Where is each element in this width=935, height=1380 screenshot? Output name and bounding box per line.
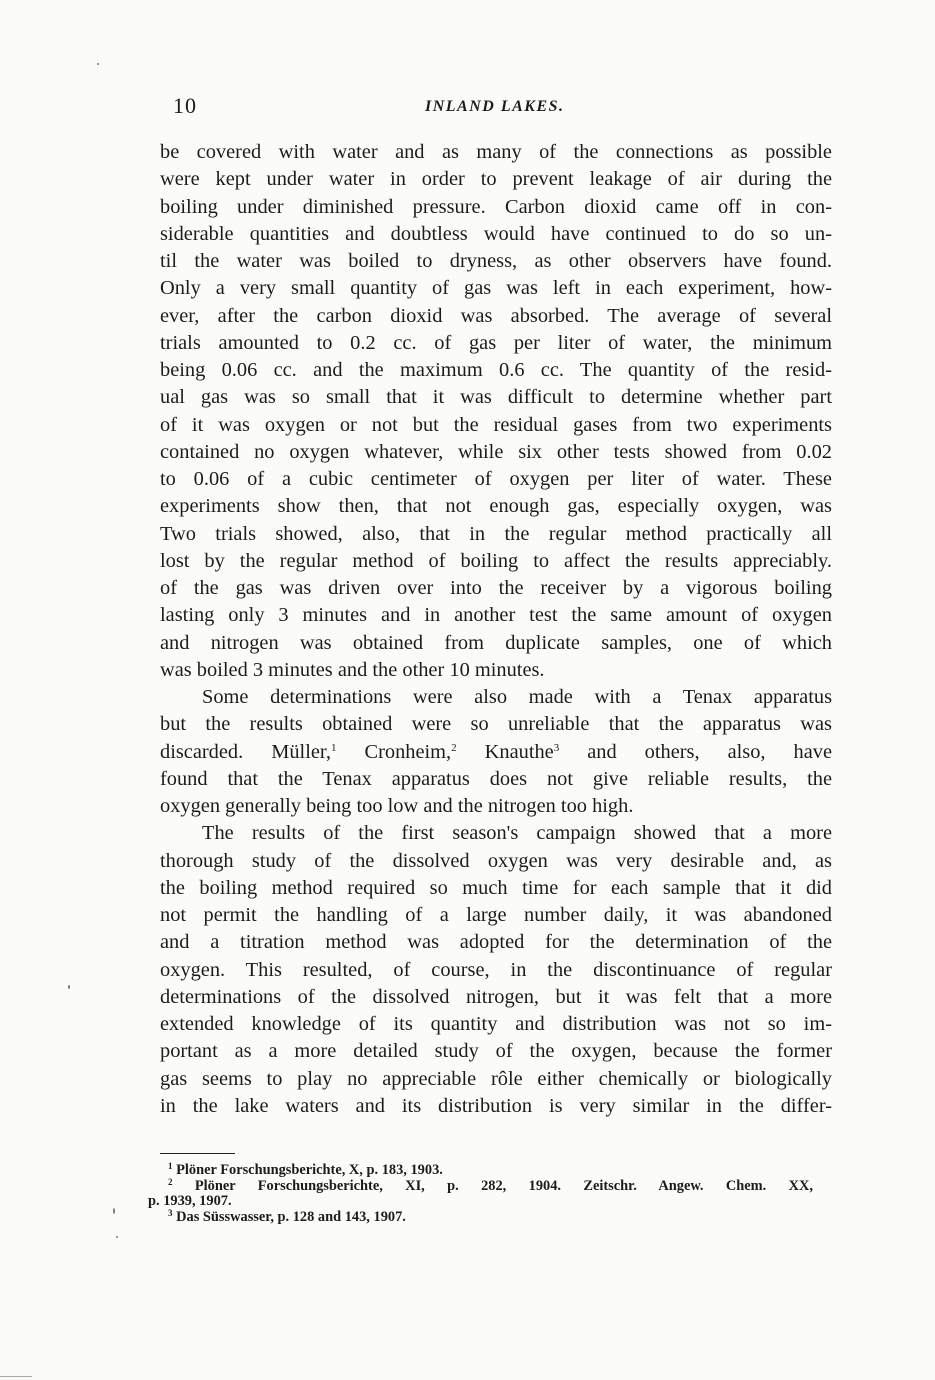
text-line: the boiling method required so much time for each sample that it did — [160, 876, 832, 899]
footnote-marker: 3 — [168, 1207, 173, 1218]
text-line: thorough study of the dissolved oxygen was very desirable and, as — [160, 849, 832, 872]
text-line: Only a very small quantity of gas was left in each experiment, how- — [160, 277, 832, 300]
text-line: gas seems to play no appreciable rôle either chemically or biologically — [160, 1067, 832, 1090]
text-line: ual gas was so small that it was difficult to determine whether part — [160, 386, 832, 409]
text-line: Some determinations were also made with a Tenax apparatus — [202, 686, 832, 708]
text-line: oxygen. This resulted, of course, in the discontinuance of regular — [160, 958, 832, 981]
text-fragment: and others, also, have — [559, 740, 833, 763]
text-line: in the lake waters and its distribution is very similar in the differ- — [160, 1094, 832, 1117]
footnote — [148, 1176, 813, 1195]
text-line: The results of the first season's campaign showed that a more — [202, 822, 832, 845]
text-line: were kept under water in order to prevent leakage of air during the — [160, 168, 832, 191]
text-line: being 0.06 cc. and the maximum 0.6 cc. The quantity of the resid- — [160, 359, 832, 381]
text-line: experiments show then, that not enough gas, especially oxygen, was — [160, 495, 832, 518]
text-line: lasting only 3 minutes and in another test the same amount of oxygen — [160, 604, 832, 627]
footnote-marker: 1 — [168, 1161, 173, 1171]
text-line: extended knowledge of its quantity and distribution was not so im- — [160, 1013, 832, 1035]
text-line: oxygen generally being too low and the nitrogen too high. — [160, 795, 634, 817]
author-name: Müller, — [271, 740, 331, 763]
body-text — [160, 139, 832, 1120]
text-line: but the results obtained were so unreliable that the apparatus was — [160, 713, 832, 736]
footnotes — [148, 1163, 813, 1225]
footnote-ref: 1 — [331, 741, 337, 754]
scan-speck — [68, 985, 70, 989]
footnote-continuation: p. 1939, 1907. — [148, 1193, 232, 1210]
text-line: be covered with water and as many of the connections as possible — [160, 141, 832, 163]
text-line: lost by the regular method of boiling to affect the results appreciably. — [160, 549, 832, 572]
text-line: til the water was boiled to dryness, as other observers have found. — [160, 250, 832, 272]
text-line: portant as a more detailed study of the oxygen, because the former — [160, 1040, 832, 1063]
text-line: contained no oxygen whatever, while six other tests showed from 0.02 — [160, 440, 832, 463]
text-line: Two trials showed, also, that in the regular method practically all — [160, 522, 832, 545]
text-line: was boiled 3 minutes and the other 10 minutes. — [160, 658, 545, 681]
scan-edge-line — [0, 1376, 32, 1377]
footnote-text: Das Süsswasser, p. 128 and 143, 1907. — [176, 1208, 406, 1225]
text-line: to 0.06 of a cubic centimeter of oxygen per liter of water. These — [160, 468, 832, 490]
footnote-ref: 2 — [451, 741, 457, 754]
author-name: Knauthe — [456, 740, 554, 763]
text-line: trials amounted to 0.2 cc. of gas per liter of water, the minimum — [160, 331, 832, 354]
text-line: ever, after the carbon dioxid was absorbed. The average of several — [160, 304, 832, 327]
footnote — [148, 1207, 813, 1226]
text-line-with-citations — [160, 739, 832, 766]
text-line: boiling under diminished pressure. Carbon dioxid came off in con- — [160, 195, 832, 218]
page-number: 10 — [173, 93, 197, 118]
text-line: not permit the handling of a large number daily, it was abandoned — [160, 904, 832, 926]
text-line: and nitrogen was obtained from duplicate samples, one of which — [160, 631, 832, 654]
text-line: found that the Tenax apparatus does not give reliable results, the — [160, 767, 832, 790]
text-line: of the gas was driven over into the receiver by a vigorous boiling — [160, 577, 832, 599]
footnote-text: Plöner Forschungsberichte, X, p. 183, 1903. — [176, 1162, 443, 1178]
text-line: siderable quantities and doubtless would have continued to do so un- — [160, 222, 832, 245]
footnote-divider — [160, 1153, 235, 1154]
running-head: INLAND LAKES. — [425, 98, 565, 115]
text-line: and a titration method was adopted for the determination of the — [160, 931, 832, 954]
author-name: Cronheim, — [336, 740, 452, 763]
footnote — [148, 1163, 813, 1179]
footnote-text: Plöner Forschungsberichte, XI, p. 282, 1904. Zeitschr. Angew. Chem. XX, — [194, 1177, 813, 1194]
scan-speck — [97, 63, 99, 65]
scan-speck — [116, 1236, 118, 1238]
text-line: determinations of the dissolved nitrogen, but it was felt that a more — [160, 985, 832, 1008]
footnote-marker: 2 — [168, 1176, 173, 1187]
text-line: of it was oxygen or not but the residual gases from two experiments — [160, 413, 832, 436]
scan-speck — [113, 1208, 115, 1214]
footnote-ref: 3 — [553, 741, 560, 754]
text-fragment: discarded. — [160, 740, 272, 763]
